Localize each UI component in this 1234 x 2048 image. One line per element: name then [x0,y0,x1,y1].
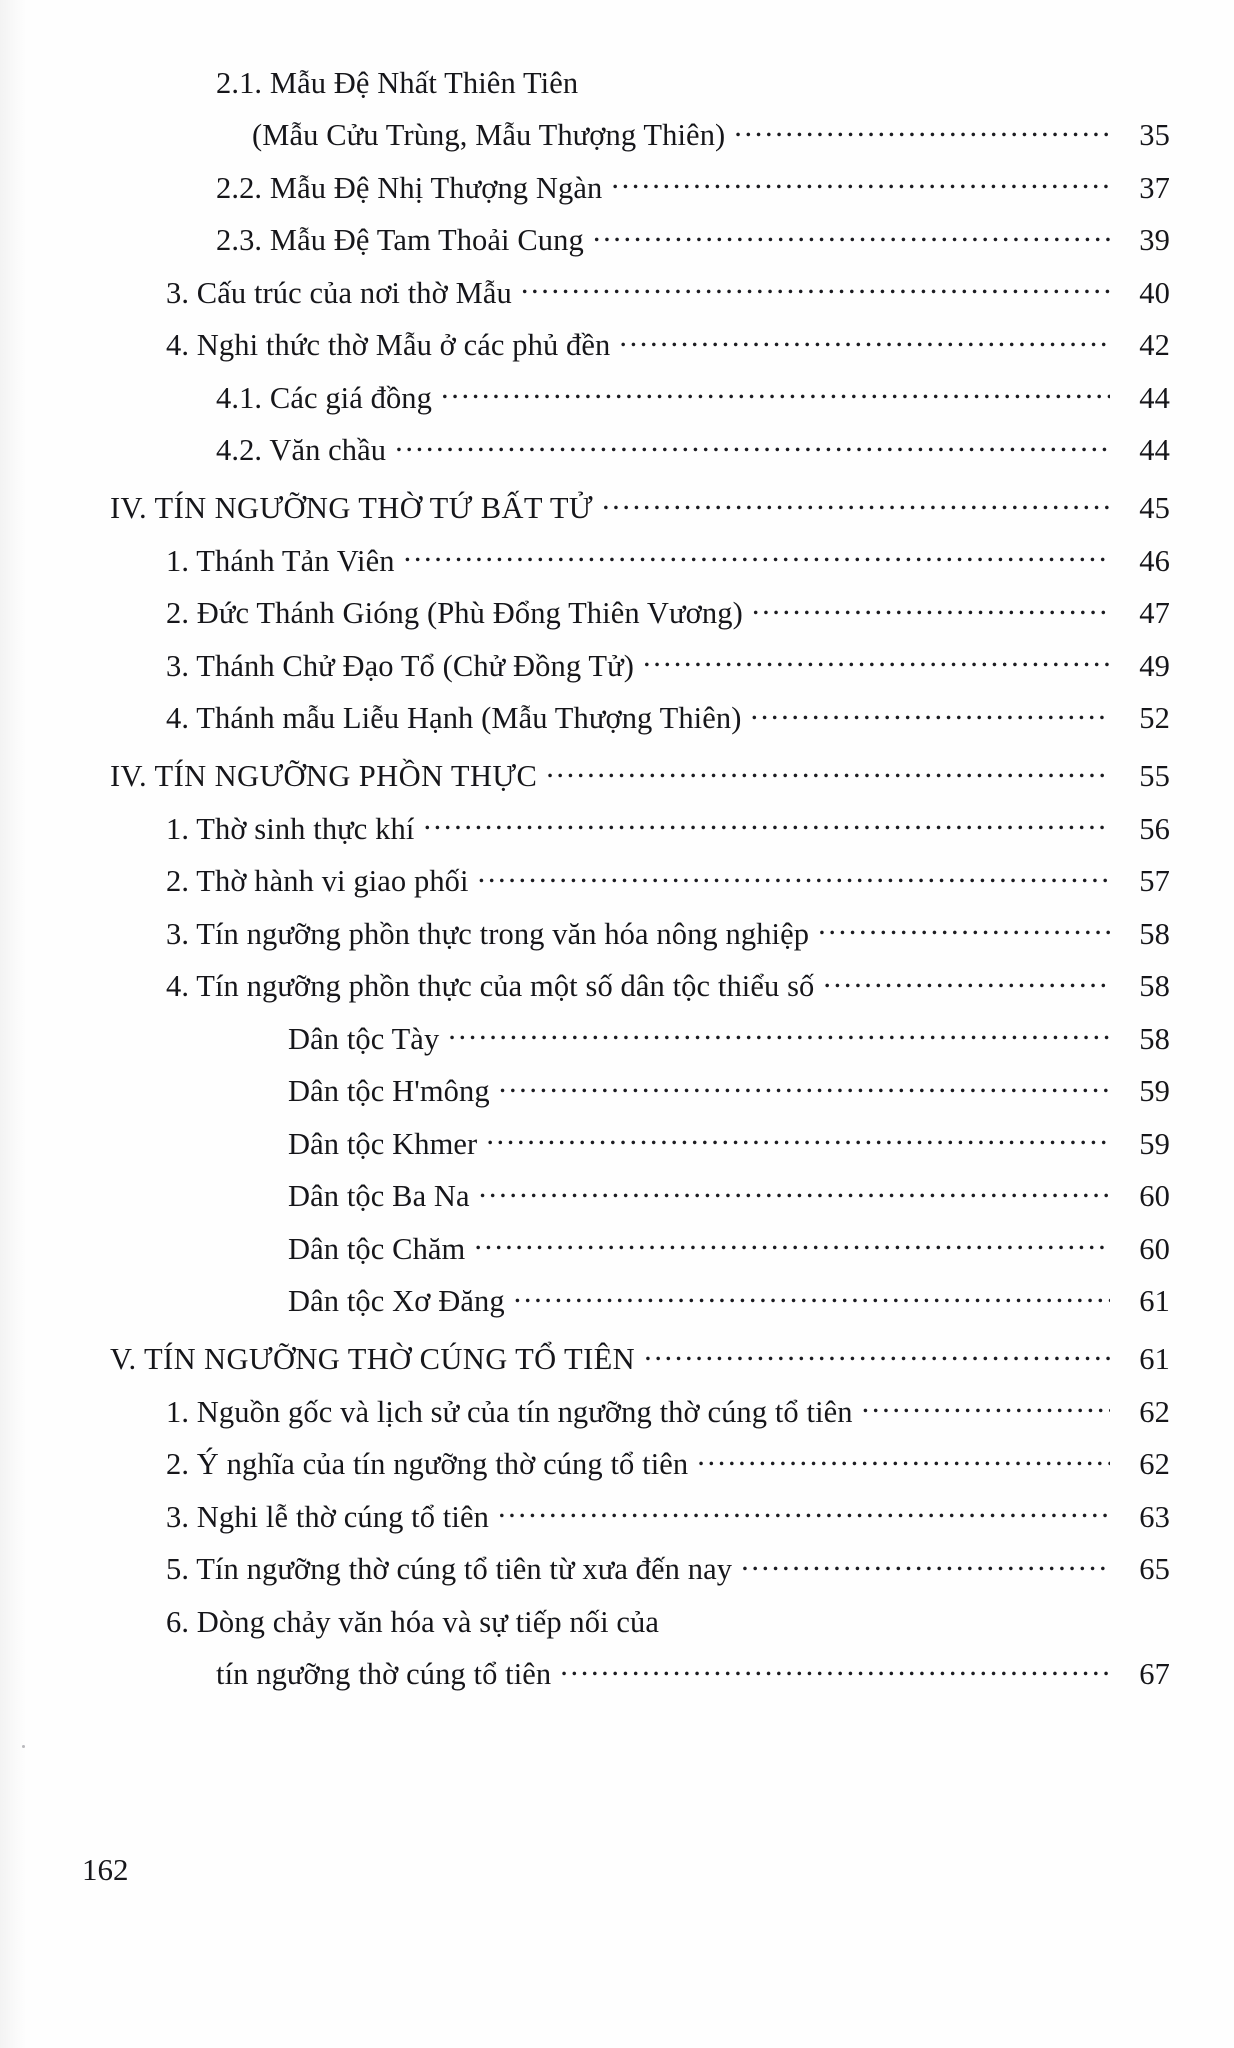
toc-leader-dots [668,1601,1110,1632]
toc-entry-label: 4.2. Văn chầu [216,433,387,467]
toc-entry[interactable] [0,1176,1234,1212]
toc-entry-page-number: 35 [1139,118,1170,152]
toc-leader-dots [611,167,1110,198]
toc-entry[interactable] [0,861,1234,897]
toc-entry[interactable] [0,1549,1234,1585]
toc-leader-dots [498,1496,1110,1527]
toc-entry[interactable] [0,808,1234,844]
toc-entry-page-number: 47 [1139,596,1170,630]
toc-entry[interactable] [0,167,1234,203]
toc-entry-label: 3. Cấu trúc của nơi thờ Mẫu [166,275,512,310]
toc-entry[interactable] [0,966,1234,1002]
toc-entry-label: V. TÍN NGƯỠNG THỜ CÚNG TỔ TIÊN [110,1342,636,1376]
toc-entry-page-number: 62 [1139,1394,1170,1429]
toc-entry[interactable] [0,430,1234,466]
toc-entry-page-number: 44 [1139,433,1170,467]
toc-entry[interactable] [0,540,1234,576]
toc-entry[interactable] [0,62,1234,98]
toc-entry[interactable] [0,645,1234,681]
toc-leader-dots [441,377,1110,408]
toc-entry-label: 2.2. Mẫu Đệ Nhị Thượng Ngàn [216,170,603,205]
toc-leader-dots [734,115,1110,146]
toc-entry[interactable] [0,220,1234,256]
toc-entry-page-number: 59 [1139,1126,1170,1161]
toc-entry-page-number: 65 [1139,1552,1170,1586]
toc-entry-page-number: 58 [1139,969,1170,1003]
toc-leader-dots [818,913,1110,944]
toc-leader-dots [741,1549,1110,1580]
toc-entry[interactable] [0,1281,1234,1317]
toc-entry-page-number: 39 [1139,223,1170,257]
toc-entry[interactable] [0,593,1234,629]
toc-entry-page-number: 52 [1139,701,1170,735]
toc-entry-label: Dân tộc Xơ Đăng [288,1284,505,1318]
toc-entry-page-number: 67 [1139,1657,1170,1691]
toc-entry-page-number: 63 [1139,1499,1170,1534]
toc-leader-dots [752,593,1110,624]
toc-entry-label: 4. Thánh mẫu Liễu Hạnh (Mẫu Thượng Thiên) [166,701,742,735]
toc-entry-page-number: 44 [1139,380,1170,415]
toc-entry-page-number: 56 [1139,811,1170,846]
toc-entry-label: 2.3. Mẫu Đệ Tam Thoải Cung [216,223,584,257]
toc-entry-label: 1. Thờ sinh thực khí [166,811,415,846]
toc-entry-label: Dân tộc Khmer [288,1126,478,1161]
toc-entry-label: 2. Đức Thánh Gióng (Phù Đổng Thiên Vương) [166,596,743,630]
toc-entry[interactable] [0,1018,1234,1054]
toc-leader-dots [862,1391,1110,1422]
toc-entry-page-number: 57 [1139,864,1170,898]
toc-entry[interactable] [0,1071,1234,1107]
toc-entry-label: IV. TÍN NGƯỠNG PHỒN THỰC [110,759,538,793]
toc-entry[interactable] [0,756,1234,792]
toc-leader-dots [474,1228,1110,1259]
scan-speck [22,1745,25,1748]
toc-leader-dots [750,698,1110,729]
toc-leader-dots [514,1281,1110,1312]
toc-entry-page-number: 60 [1139,1179,1170,1213]
toc-entry-page-number: 58 [1139,916,1170,951]
toc-leader-dots [478,861,1110,892]
toc-leader-dots [697,1444,1110,1475]
toc-leader-dots [404,540,1110,571]
toc-entry-label: 3. Tín ngưỡng phồn thực trong văn hóa nông nghiệp [166,916,810,951]
toc-entry[interactable] [0,913,1234,949]
toc-entry-label: Dân tộc Tày [288,1021,440,1056]
toc-entry-label: 1. Nguồn gốc và lịch sử của tín ngưỡng thờ cúng tổ tiên [166,1394,853,1429]
toc-entry-label: 2. Ý nghĩa của tín ngưỡng thờ cúng tổ tiên [166,1447,689,1481]
toc-entry-label: Dân tộc Ba Na [288,1179,470,1213]
toc-entry-page-number: 49 [1139,648,1170,683]
toc-leader-dots [546,756,1110,787]
page-folio-number: 162 [82,1852,129,1887]
toc-entry-label: 6. Dòng chảy văn hóa và sự tiếp nối của [166,1604,660,1639]
toc-entry[interactable] [0,1496,1234,1532]
toc-leader-dots [560,1654,1110,1685]
toc-leader-dots [423,808,1110,839]
toc-leader-dots [521,272,1110,303]
toc-entry[interactable] [0,1444,1234,1480]
toc-entry-label: 3. Nghi lễ thờ cúng tổ tiên [166,1499,489,1534]
toc-entry[interactable] [0,1228,1234,1264]
toc-entry-label: tín ngưỡng thờ cúng tổ tiên [216,1657,552,1691]
toc-entry[interactable] [0,1654,1234,1690]
toc-entry[interactable] [0,1123,1234,1159]
toc-entry[interactable] [0,488,1234,524]
toc-entry[interactable] [0,1339,1234,1375]
toc-leader-dots [593,220,1110,251]
toc-entry-label: 5. Tín ngưỡng thờ cúng tổ tiên từ xưa đến nay [166,1552,733,1586]
toc-entry-label: 1. Thánh Tản Viên [166,543,395,578]
toc-entry-label: 4. Tín ngưỡng phồn thực của một số dân tộc thiểu số [166,969,815,1003]
toc-entry-page-number: 61 [1139,1284,1170,1318]
toc-leader-dots [448,1018,1110,1049]
toc-entry-page-number: 37 [1139,170,1170,205]
toc-entry-page-number: 55 [1139,759,1170,793]
toc-entry[interactable] [0,1601,1234,1637]
toc-entry[interactable] [0,325,1234,361]
toc-entry-label: 4. Nghi thức thờ Mẫu ở các phủ đền [166,328,611,362]
toc-entry-label: 4.1. Các giá đồng [216,380,433,415]
toc-leader-dots [644,1339,1110,1370]
toc-leader-dots [643,645,1110,676]
toc-entry-page-number: 59 [1139,1074,1170,1108]
toc-entry[interactable] [0,272,1234,308]
toc-entry-page-number: 42 [1139,328,1170,362]
toc-entry[interactable] [0,377,1234,413]
toc-entry-page-number: 58 [1139,1021,1170,1056]
toc-leader-dots [587,62,1110,93]
toc-entry-page-number: 60 [1139,1231,1170,1266]
toc-entry-page-number: 61 [1139,1342,1170,1376]
toc-leader-dots [602,488,1110,519]
toc-entry-label: Dân tộc H'mông [288,1074,490,1108]
toc-entry-page-number: 62 [1139,1447,1170,1481]
toc-leader-dots [395,430,1110,461]
table-of-contents-list [0,62,1234,1706]
toc-entry-label: Dân tộc Chăm [288,1231,466,1266]
toc-entry-page-number: 40 [1139,275,1170,310]
toc-entry-label: 2.1. Mẫu Đệ Nhất Thiên Tiên [216,65,579,100]
toc-leader-dots [486,1123,1110,1154]
toc-entry[interactable] [0,1391,1234,1427]
toc-entry-label: 3. Thánh Chử Đạo Tổ (Chử Đồng Tử) [166,648,635,683]
toc-entry[interactable] [0,115,1234,151]
toc-entry-label: (Mẫu Cửu Trùng, Mẫu Thượng Thiên) [252,118,726,152]
toc-leader-dots [479,1176,1110,1207]
toc-entry[interactable] [0,698,1234,734]
toc-leader-dots [823,966,1110,997]
toc-entry-page-number: 45 [1139,491,1170,525]
toc-entry-label: 2. Thờ hành vi giao phối [166,864,469,898]
toc-leader-dots [619,325,1110,356]
toc-entry-label: IV. TÍN NGƯỠNG THỜ TỨ BẤT TỬ [110,491,593,525]
toc-leader-dots [499,1071,1110,1102]
toc-entry-page-number: 46 [1139,543,1170,578]
